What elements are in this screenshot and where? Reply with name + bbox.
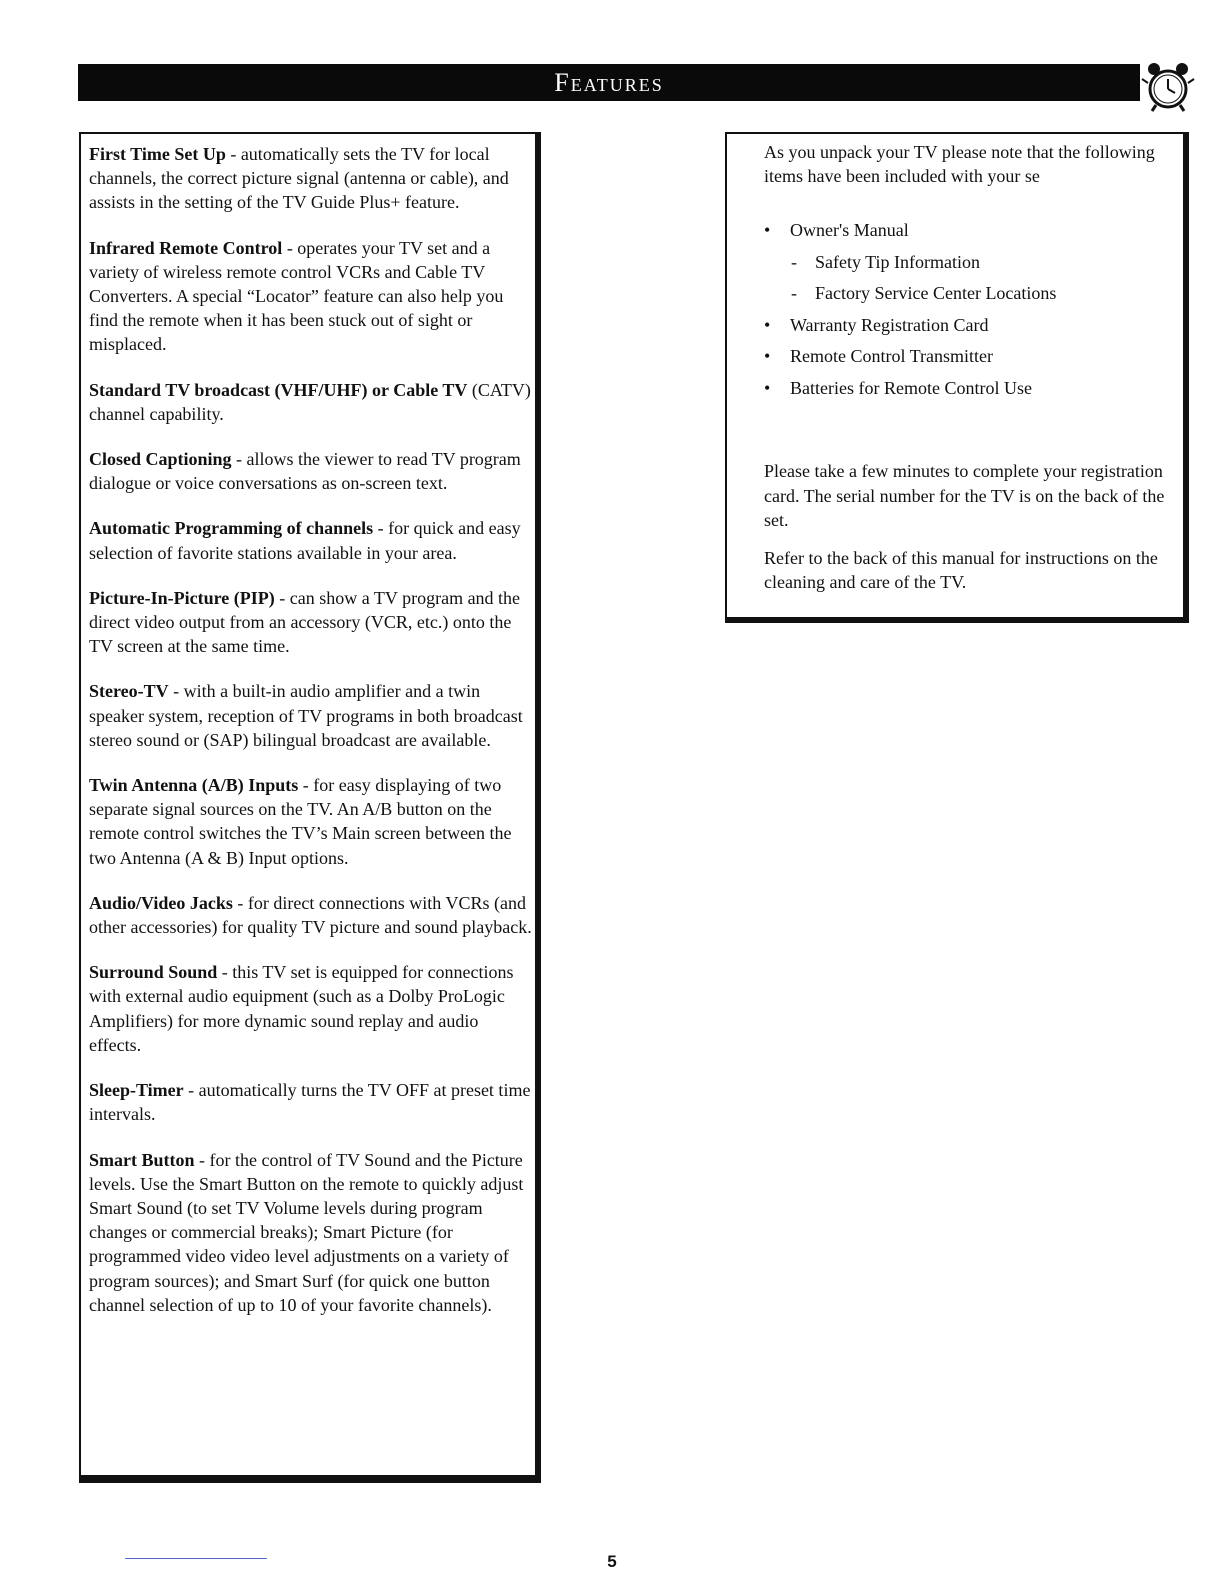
feature-item <box>89 236 533 357</box>
feature-item <box>89 891 533 939</box>
feature-name: Stereo-TV <box>89 681 169 702</box>
feature-description: - for the control of TV Sound and the Picture levels. Use the Smart Button on the remote to quickly adjust Smart Sound (to set TV Volume levels during program changes or commercial breaks); Smart Picture (for programmed video video level adjustments on a variety of program sources); and Smart Surf (for quick one button channel selection of up to 10 of your favorite channels). <box>89 1149 524 1315</box>
list-item <box>764 376 1174 400</box>
registration-note: Please take a few minutes to complete your registration card. The serial number for the TV is on the back of the set. <box>764 461 1165 530</box>
feature-item <box>89 516 533 564</box>
list-item <box>764 313 1174 337</box>
feature-description: - with a built-in audio amplifier and a twin speaker system, reception of TV programs in both broadcast stereo sound or (SAP) bilingual broadcast are available. <box>89 681 523 750</box>
feature-name: Closed Captioning <box>89 449 232 470</box>
feature-description: - automatically sets the TV for local channels, the correct picture signal (antenna or cable), and assists in the setting of the TV Guide Plus+ feature. <box>89 144 509 213</box>
feature-name: Standard TV broadcast (VHF/UHF) or Cable TV <box>89 379 468 400</box>
feature-item <box>89 1148 533 1317</box>
feature-name: Infrared Remote Control <box>89 237 283 258</box>
care-note: Refer to the back of this manual for instructions on the cleaning and care of the TV. <box>764 548 1158 593</box>
included-items-list <box>764 218 1174 400</box>
feature-item <box>89 679 533 752</box>
alarm-clock-icon <box>1138 55 1196 113</box>
feature-name: First Time Set Up <box>89 144 226 164</box>
feature-name: Audio/Video Jacks <box>89 892 233 913</box>
feature-name: Surround Sound <box>89 962 218 983</box>
feature-item <box>89 586 533 659</box>
feature-name: Picture-In-Picture (PIP) <box>89 587 275 608</box>
feature-item <box>89 1078 533 1126</box>
page-title: Features <box>554 67 664 97</box>
bullet-marker: • <box>764 220 771 241</box>
bullet-marker: • <box>764 314 771 335</box>
feature-item <box>89 960 533 1057</box>
feature-description: - operates your TV set and a variety of wireless remote control VCRs and Cable TV Converters. A special “Locator” feature can also help you find the remote when it has been stuck out of sight or misplaced. <box>89 237 504 355</box>
feature-item <box>89 142 533 215</box>
item-label: Factory Service Center Locations <box>815 283 1057 304</box>
feature-description: - for quick and easy selection of favorite stations available in your area. <box>89 518 521 563</box>
list-item <box>764 281 1174 305</box>
feature-description: - can show a TV program and the direct video output from an accessory (VCR, etc.) onto the TV screen at the same time. <box>89 587 521 657</box>
feature-item <box>89 378 533 426</box>
feature-name: Automatic Programming of channels <box>89 518 374 539</box>
feature-description: - for easy displaying of two separate signal sources on the TV. An A/B button on the remote control switches the TV’s Main screen between the two Antenna (A & B) Input options. <box>89 775 512 868</box>
features-box <box>79 132 541 1483</box>
page-number: 5 <box>607 1552 617 1571</box>
item-label: Safety Tip Information <box>815 251 980 272</box>
item-label: Owner's Manual <box>790 220 909 241</box>
header-bar <box>78 64 1140 101</box>
item-label: Remote Control Transmitter <box>790 346 994 367</box>
feature-description: (CATV) channel capability. <box>89 379 531 424</box>
item-label: Batteries for Remote Control Use <box>790 377 1032 398</box>
bullet-marker: • <box>764 377 771 398</box>
feature-name: Twin Antenna (A/B) Inputs <box>89 775 299 796</box>
feature-description: - allows the viewer to read TV program dialogue or voice conversations as on-screen text. <box>89 449 521 494</box>
feature-description: - for direct connections with VCRs (and other accessories) for quality TV picture and sound playback. <box>89 892 532 938</box>
feature-name: Sleep-Timer <box>89 1080 184 1101</box>
feature-description: - automatically turns the TV OFF at preset time intervals. <box>89 1080 531 1125</box>
feature-description: - this TV set is equipped for connections with external audio equipment (such as a Dolby ProLogic Amplifiers) for more dynamic sound replay and audio effects. <box>89 962 514 1055</box>
unpack-intro: As you unpack your TV please note that the following items have been included with your se <box>764 142 1155 187</box>
unpack-box <box>725 132 1189 623</box>
dash-marker: - <box>791 283 797 304</box>
list-item <box>764 218 1174 242</box>
feature-name: Smart Button <box>89 1149 195 1170</box>
list-item <box>764 344 1174 368</box>
dash-marker: - <box>791 251 797 272</box>
feature-item <box>89 773 533 870</box>
bullet-marker: • <box>764 346 771 367</box>
list-item <box>764 250 1174 274</box>
feature-item <box>89 447 533 495</box>
item-label: Warranty Registration Card <box>790 314 989 335</box>
